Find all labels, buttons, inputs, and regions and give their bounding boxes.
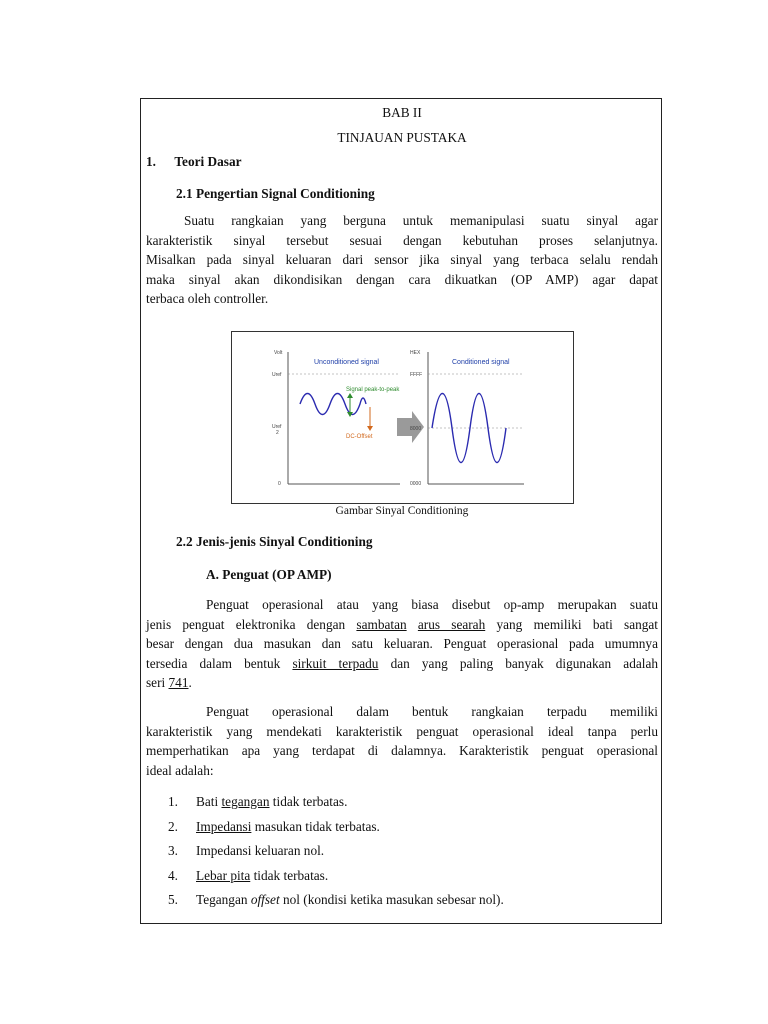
list-item — [168, 866, 658, 886]
list-number: 4. — [168, 867, 178, 883]
right-mid-label: 8000 — [410, 426, 422, 432]
subsection-heading-a: A. Penguat (OP AMP) — [206, 567, 332, 582]
list-item — [168, 890, 658, 910]
left-axis-label: Volt — [274, 350, 283, 356]
link-lebar-pita[interactable]: Lebar pita — [196, 867, 251, 883]
list-number: 1. — [168, 794, 178, 809]
para3-line: ideal adalah: — [146, 762, 214, 778]
left-uref-label: Uref — [272, 372, 282, 378]
subsection-heading-2-1: 2.1 Pengertian Signal Conditioning — [176, 186, 375, 201]
link-impedansi[interactable]: Impedansi — [196, 818, 252, 834]
para1-line: maka sinyal akan dikondisikan dengan cara dikuatkan (OP AMP) agar dapat — [146, 271, 658, 287]
paragraph-op-amp — [146, 595, 658, 693]
list-text: Tegangan — [196, 892, 251, 908]
para3-line: memperhatikan apa yang terdapat di dalamnya. Karakteristik penguat operasional — [146, 743, 658, 759]
section-title: Teori Dasar — [174, 154, 242, 169]
list-number: 2. — [168, 818, 178, 834]
para1-line: Misalkan pada sinyal keluaran dari sensor jika sinyal yang terbaca selalu rendah — [146, 252, 658, 268]
para1-line: Suatu rangkaian yang berguna untuk memanipulasi suatu sinyal agar — [184, 213, 658, 228]
para1-line: karakteristik sinyal tersebut sesuai dengan kebutuhan proses selanjutnya. — [146, 232, 658, 248]
signal-diagram — [232, 332, 573, 503]
para2-text: tersedia dalam bentuk — [146, 655, 293, 671]
list-text: tidak terbatas. — [269, 794, 348, 809]
figure-caption: Gambar Sinyal Conditioning — [335, 505, 469, 517]
dc-offset-arrow-head-icon — [367, 426, 373, 431]
peak-to-peak-label: Signal peak-to-peak — [346, 387, 400, 393]
list-text: Bati — [196, 794, 222, 809]
list-item — [168, 817, 658, 837]
paragraph-signal-conditioning — [146, 211, 658, 309]
offset-italic-term: offset — [250, 892, 280, 908]
list-number: 3. — [168, 843, 178, 859]
unconditioned-signal-wave — [300, 394, 366, 415]
list-item — [168, 792, 658, 812]
link-sambatan[interactable]: sambatan — [356, 616, 407, 632]
dc-offset-label: DC-Offset — [346, 434, 373, 440]
para1-line: terbaca oleh controller. — [146, 291, 269, 307]
section-heading-teori-dasar — [146, 152, 658, 172]
left-zero-label: 0 — [278, 481, 281, 487]
signal-conditioning-figure — [231, 331, 574, 504]
right-top-label: FFFF — [410, 372, 423, 378]
para2-text: yang memiliki bati sangat — [485, 616, 658, 632]
list-number: 5. — [168, 892, 178, 908]
list-text: Impedansi keluaran nol. — [196, 843, 325, 859]
chapter-title: TINJAUAN PUSTAKA — [337, 130, 467, 145]
left-uref2-divisor: 2 — [276, 430, 279, 436]
link-741[interactable]: 741 — [168, 675, 189, 691]
para2-text: seri — [146, 675, 169, 691]
link-sirkuit-terpadu[interactable]: sirkuit terpadu — [292, 655, 379, 671]
subsection-heading-2-2: 2.2 Jenis-jenis Sinyal Conditioning — [176, 534, 373, 549]
list-text: nol (kondisi ketika masukan sebesar nol). — [279, 892, 504, 908]
left-uref2-label: Uref — [272, 424, 282, 430]
list-text: masukan tidak terbatas. — [251, 818, 380, 834]
right-axis-label: HEX — [410, 350, 421, 356]
para2-line: Penguat operasional atau yang biasa disebut op-amp merupakan suatu — [206, 597, 658, 612]
para3-line: karakteristik yang mendekati karakteristik penguat operasional ideal tanpa perlu — [146, 723, 658, 739]
link-arus-searah[interactable]: arus searah — [417, 616, 486, 632]
right-bottom-label: 0000 — [410, 481, 422, 487]
para2-line — [146, 654, 658, 674]
paragraph-karakteristik — [146, 702, 658, 780]
list-item — [168, 841, 658, 861]
section-number: 1. — [146, 154, 156, 169]
left-chart-title: Unconditioned signal — [314, 359, 379, 366]
para2-line: besar dengan dua masukan dan satu keluaran. Penguat operasional pada umumnya — [146, 636, 658, 652]
para2-text: dan yang paling banyak digunakan adalah — [378, 655, 659, 671]
para2-line — [146, 673, 658, 693]
peak-arrow-tail-icon — [347, 393, 353, 398]
para3-line: Penguat operasional dalam bentuk rangkaian terpadu memiliki — [206, 704, 658, 719]
para2-line — [146, 615, 658, 635]
right-chart-title: Conditioned signal — [452, 359, 510, 366]
chapter-number: BAB II — [382, 105, 422, 120]
para2-text: . — [188, 675, 192, 691]
para2-text: jenis penguat elektronika dengan — [146, 616, 357, 632]
list-text: tidak terbatas. — [250, 867, 329, 883]
ideal-characteristics-list — [146, 792, 658, 910]
link-tegangan[interactable]: tegangan — [221, 794, 270, 809]
